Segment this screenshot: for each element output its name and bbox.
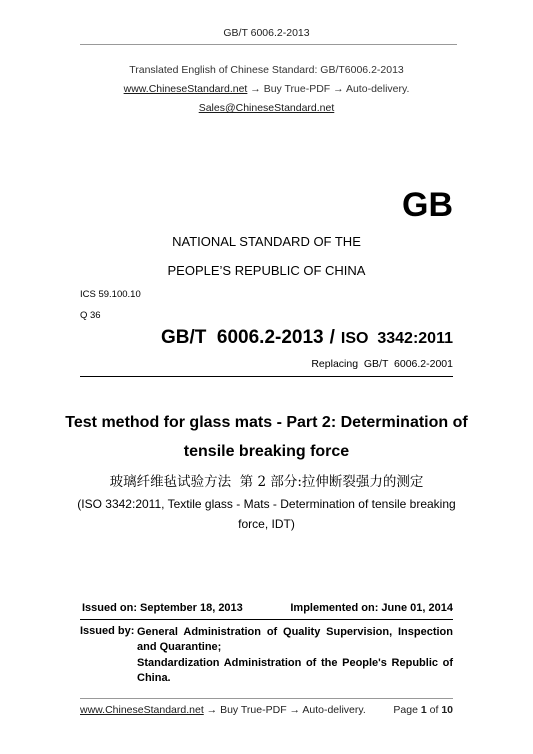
page-current: 1 xyxy=(420,704,427,716)
email-link[interactable]: Sales@ChineseStandard.net xyxy=(198,102,335,114)
chinese-title: 玻璃纤维毡试验方法 第 2 部分:拉伸断裂强力的测定 xyxy=(109,474,424,490)
footer-purchase-line xyxy=(80,704,366,716)
gbt-number: GB/T 6006.2-2013 xyxy=(160,327,324,348)
issuer-aqsiq: General Administration of Quality Supervision, Inspection and Quarantine; xyxy=(137,626,453,653)
equivalence-line2: force, IDT) xyxy=(238,517,295,531)
issuer-sac: Standardization Administration of the People's Republic of China. xyxy=(137,657,453,684)
national-standard-line2: PEOPLE’S REPUBLIC OF CHINA xyxy=(167,263,366,278)
footer-divider xyxy=(80,698,453,699)
footer-site-link[interactable]: www.ChineseStandard.net xyxy=(80,704,204,716)
site-link[interactable]: www.ChineseStandard.net xyxy=(123,83,248,95)
purchase-line xyxy=(0,83,533,95)
gb-mark: GB xyxy=(402,186,453,224)
number-separator: / xyxy=(329,327,335,348)
page-label: Page xyxy=(393,704,418,716)
issued-by-label: Issued by: xyxy=(80,625,135,637)
implemented-on-date: Implemented on: June 01, 2014 xyxy=(290,602,453,614)
ics-code: ICS 59.100.10 xyxy=(80,289,141,300)
replacing-note: Replacing GB/T 6006.2-2001 xyxy=(311,358,453,370)
footer-purchase-text: → Buy True-PDF → Auto-delivery. xyxy=(203,704,366,716)
page-indicator xyxy=(393,704,453,716)
document-title-line2: tensile breaking force xyxy=(183,443,350,460)
dates-divider xyxy=(80,619,453,620)
translation-notice: Translated English of Chinese Standard: GB/T6006.2-2013 xyxy=(129,64,404,76)
page-of: of xyxy=(429,704,439,716)
issued-on-date: Issued on: September 18, 2013 xyxy=(82,602,243,614)
q-code: Q 36 xyxy=(80,310,101,321)
standard-number xyxy=(161,327,453,349)
document-title-line1: Test method for glass mats - Part 2: Determination of xyxy=(65,414,468,431)
email-line xyxy=(0,102,533,114)
running-header: GB/T 6006.2-2013 xyxy=(223,27,310,39)
equivalence-line1: (ISO 3342:2011, Textile glass - Mats - Determination of tensile breaking xyxy=(77,497,456,511)
iso-number: ISO 3342:2011 xyxy=(340,330,453,347)
national-standard-line1: NATIONAL STANDARD OF THE xyxy=(172,234,361,249)
page-total: 10 xyxy=(441,704,453,716)
purchase-text: → Buy True-PDF → Auto-delivery. xyxy=(247,83,410,95)
title-divider xyxy=(80,376,453,377)
header-divider xyxy=(80,44,457,45)
